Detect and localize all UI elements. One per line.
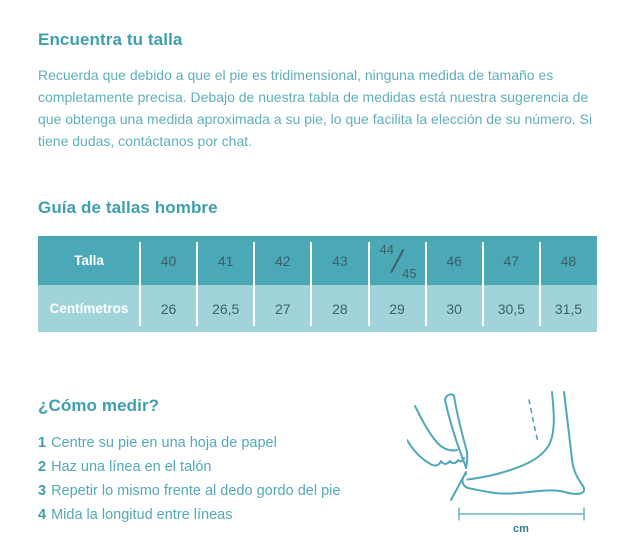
- size-value: 48: [560, 252, 577, 269]
- measure-step: [38, 503, 340, 527]
- size-value: 40: [160, 252, 177, 269]
- cm-unit-label: cm: [513, 523, 529, 535]
- step-text: Haz una línea en el talón: [51, 459, 212, 475]
- cm-value: 27: [275, 300, 291, 317]
- size-row-label: Talla: [74, 253, 104, 268]
- cm-value: 30,5: [497, 300, 525, 317]
- how-to-measure-title: ¿Cómo medir?: [38, 396, 160, 415]
- cm-row-label: Centímetros: [49, 301, 129, 316]
- size-value-bottom: 45: [402, 266, 417, 281]
- size-table-sizes-row: [38, 236, 597, 285]
- measurement-line: [459, 508, 584, 520]
- cm-value: 26,5: [212, 300, 240, 317]
- table-column-divider: [253, 242, 255, 326]
- table-column-divider: [196, 242, 198, 326]
- step-text: Mida la longitud entre líneas: [51, 507, 233, 523]
- cm-value: 26: [160, 300, 177, 317]
- foot-pencil-drawing-icon: [407, 388, 597, 538]
- step-number: 4: [38, 507, 47, 523]
- size-value: 47: [503, 252, 520, 269]
- table-column-divider: [368, 242, 370, 326]
- size-table-title: Guía de tallas hombre: [38, 198, 218, 217]
- size-value: 46: [446, 252, 462, 269]
- step-number: 1: [38, 435, 47, 451]
- intro-paragraph: Recuerda que debido a que el pie es tridimensional, ninguna medida de tamaño es completamente precisa. Debajo de nuestra tabla de medidas está nuestra sugerencia de que obtenga una medida aproximada a su pie, lo que facilita la elección de su número. Si tiene dudas, contáctanos por chat.: [38, 67, 593, 149]
- size-table: [38, 236, 597, 332]
- measure-step: [38, 455, 340, 479]
- table-column-divider: [539, 242, 541, 326]
- size-value: 41: [217, 252, 234, 269]
- cm-value: 30: [446, 300, 462, 317]
- table-column-divider: [139, 242, 141, 326]
- page-title: Encuentra tu talla: [38, 30, 183, 49]
- size-value: 42: [275, 252, 291, 269]
- how-to-measure-section: [38, 388, 597, 538]
- table-column-divider: [425, 242, 427, 326]
- step-text: Centre su pie en una hoja de papel: [51, 435, 277, 451]
- size-value-top: 44: [379, 242, 394, 257]
- measure-step: [38, 431, 340, 455]
- measure-steps-list: [38, 431, 340, 527]
- table-column-divider: [482, 242, 484, 326]
- step-number: 2: [38, 459, 47, 475]
- measure-step: [38, 479, 340, 503]
- cm-value: 28: [332, 300, 348, 317]
- cm-value: 29: [389, 300, 405, 317]
- step-text: Repetir lo mismo frente al dedo gordo del pie: [51, 483, 341, 499]
- cm-value: 31,5: [554, 300, 583, 317]
- foot-measurement-illustration: [407, 388, 597, 538]
- step-number: 3: [38, 483, 47, 499]
- how-to-measure-text: [38, 388, 340, 527]
- table-column-divider: [310, 242, 312, 326]
- size-value: [369, 236, 426, 285]
- size-table-cm-row: [38, 285, 597, 332]
- size-value: 43: [332, 252, 348, 269]
